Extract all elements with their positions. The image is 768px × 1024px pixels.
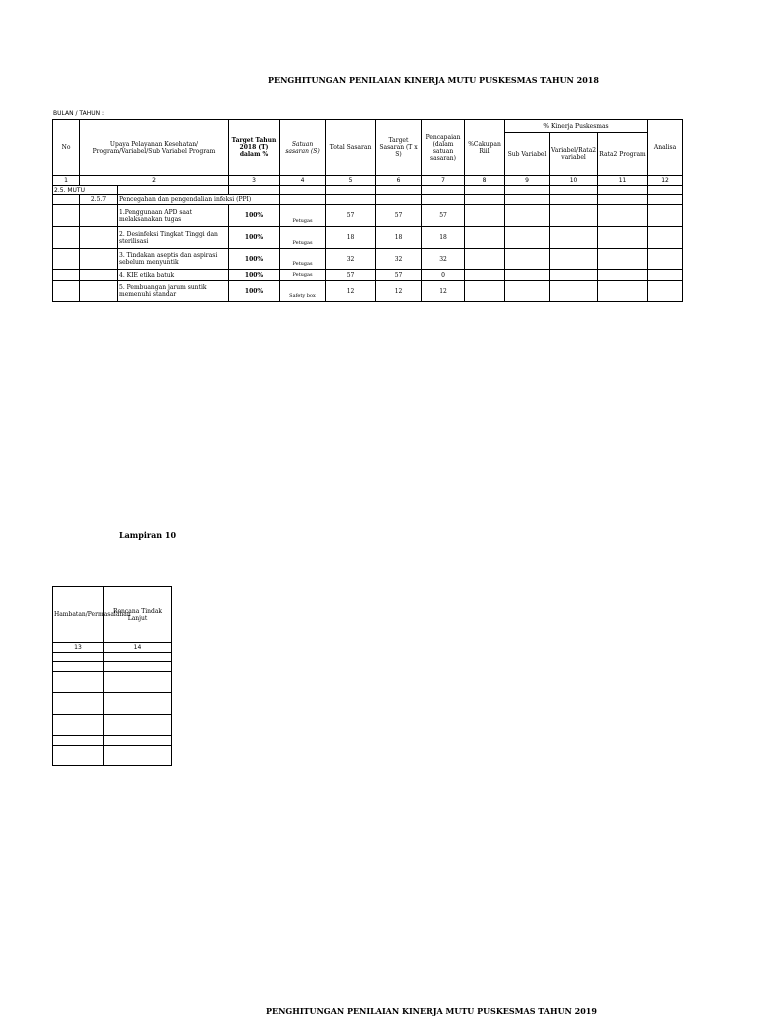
page-title-2018: PENGHITUNGAN PENILAIAN KINERJA MUTU PUSKESMAS TAHUN 2018 bbox=[268, 75, 599, 85]
row-label: 1.Penggunaan APD saat melaksanakan tugas bbox=[118, 205, 229, 227]
row-total: 32 bbox=[326, 249, 376, 270]
header-target-sasaran: Target Sasaran (T x S) bbox=[376, 120, 422, 176]
header-no: No bbox=[53, 120, 80, 176]
row-total: 18 bbox=[326, 227, 376, 249]
header-total-sasaran: Total Sasaran bbox=[326, 120, 376, 176]
col-number: 10 bbox=[550, 176, 598, 186]
col-number: 2 bbox=[80, 176, 229, 186]
header-kinerja-group: % Kinerja Puskesmas bbox=[505, 120, 648, 133]
table-row bbox=[53, 249, 683, 270]
col-number: 13 bbox=[53, 643, 104, 653]
table-row bbox=[53, 662, 172, 672]
row-target-sasaran: 57 bbox=[376, 270, 422, 281]
row-target-sasaran: 18 bbox=[376, 227, 422, 249]
row-label: 5. Pembuangan jarum suntik memenuhi standar bbox=[118, 281, 229, 302]
subsection-code: 2.5.7 bbox=[80, 195, 118, 205]
row-target: 100% bbox=[229, 281, 280, 302]
header-hambatan: Hambatan/Permasalahan bbox=[53, 587, 104, 643]
table-row bbox=[53, 205, 683, 227]
col-number: 8 bbox=[465, 176, 505, 186]
row-pencapaian: 32 bbox=[422, 249, 465, 270]
col-number: 3 bbox=[229, 176, 280, 186]
period-label: BULAN / TAHUN : bbox=[53, 110, 105, 117]
section-row bbox=[53, 186, 683, 195]
lampiran-label: Lampiran 10 bbox=[119, 530, 177, 540]
subsection-label: Pencegahan dan pengendalian infeksi (PPI) bbox=[118, 195, 280, 205]
row-total: 57 bbox=[326, 205, 376, 227]
col-number: 1 bbox=[53, 176, 80, 186]
header-rata2-program: Rata2 Program bbox=[598, 133, 648, 176]
header-sub-variabel: Sub Variabel bbox=[505, 133, 550, 176]
header-analisa: Analisa bbox=[648, 120, 683, 176]
row-total: 12 bbox=[326, 281, 376, 302]
row-target: 100% bbox=[229, 227, 280, 249]
column-number-row bbox=[53, 176, 683, 186]
row-total: 57 bbox=[326, 270, 376, 281]
row-label: 3. Tindakan aseptis dan aspirasi sebelum menyuntik bbox=[118, 249, 229, 270]
row-satuan: Petugas bbox=[280, 205, 326, 227]
col-number: 11 bbox=[598, 176, 648, 186]
col-number: 6 bbox=[376, 176, 422, 186]
row-satuan: Petugas bbox=[280, 270, 326, 281]
row-label: 4. KIE etika batuk bbox=[118, 270, 229, 281]
table-row bbox=[53, 693, 172, 715]
table-row bbox=[53, 270, 683, 281]
table-row bbox=[53, 715, 172, 736]
col-number: 12 bbox=[648, 176, 683, 186]
header-upaya: Upaya Pelayanan Kesehatan/ Program/Variabel/Sub Variabel Program bbox=[80, 120, 229, 176]
subsection-row bbox=[53, 195, 683, 205]
row-label: 2. Desinfeksi Tingkat Tinggi dan sterilisasi bbox=[118, 227, 229, 249]
table-row bbox=[53, 736, 172, 746]
row-pencapaian: 0 bbox=[422, 270, 465, 281]
table-row bbox=[53, 227, 683, 249]
row-target-sasaran: 32 bbox=[376, 249, 422, 270]
row-target-sasaran: 57 bbox=[376, 205, 422, 227]
table-row bbox=[53, 672, 172, 693]
header-cakupan: %Cakupan Riil bbox=[465, 120, 505, 176]
kinerja-table bbox=[52, 119, 683, 302]
row-target: 100% bbox=[229, 249, 280, 270]
row-satuan: Petugas bbox=[280, 249, 326, 270]
col-number: 9 bbox=[505, 176, 550, 186]
row-pencapaian: 57 bbox=[422, 205, 465, 227]
col-number: 14 bbox=[104, 643, 172, 653]
row-pencapaian: 12 bbox=[422, 281, 465, 302]
table-row bbox=[53, 281, 683, 302]
table-row bbox=[53, 746, 172, 766]
row-pencapaian: 18 bbox=[422, 227, 465, 249]
header-satuan: Satuan sasaran (S) bbox=[280, 120, 326, 176]
row-target: 100% bbox=[229, 270, 280, 281]
header-rencana: Rencana Tindak Lanjut bbox=[104, 587, 172, 643]
row-satuan: Safety box bbox=[280, 281, 326, 302]
col-number: 7 bbox=[422, 176, 465, 186]
row-target: 100% bbox=[229, 205, 280, 227]
header-variabel-rata2: Variabel/Rata2 variabel bbox=[550, 133, 598, 176]
col-number: 4 bbox=[280, 176, 326, 186]
row-target-sasaran: 12 bbox=[376, 281, 422, 302]
row-satuan: Petugas bbox=[280, 227, 326, 249]
header-target-tahun: Target Tahun 2018 (T) dalam % bbox=[229, 120, 280, 176]
header-pencapaian: Pencapaian (dalam satuan sasaran) bbox=[422, 120, 465, 176]
section-label: 2.5. MUTU bbox=[53, 186, 118, 195]
page-title-2019: PENGHITUNGAN PENILAIAN KINERJA MUTU PUSKESMAS TAHUN 2019 bbox=[266, 1006, 597, 1016]
col-number: 5 bbox=[326, 176, 376, 186]
table-row bbox=[53, 653, 172, 662]
hambatan-table bbox=[52, 586, 172, 766]
